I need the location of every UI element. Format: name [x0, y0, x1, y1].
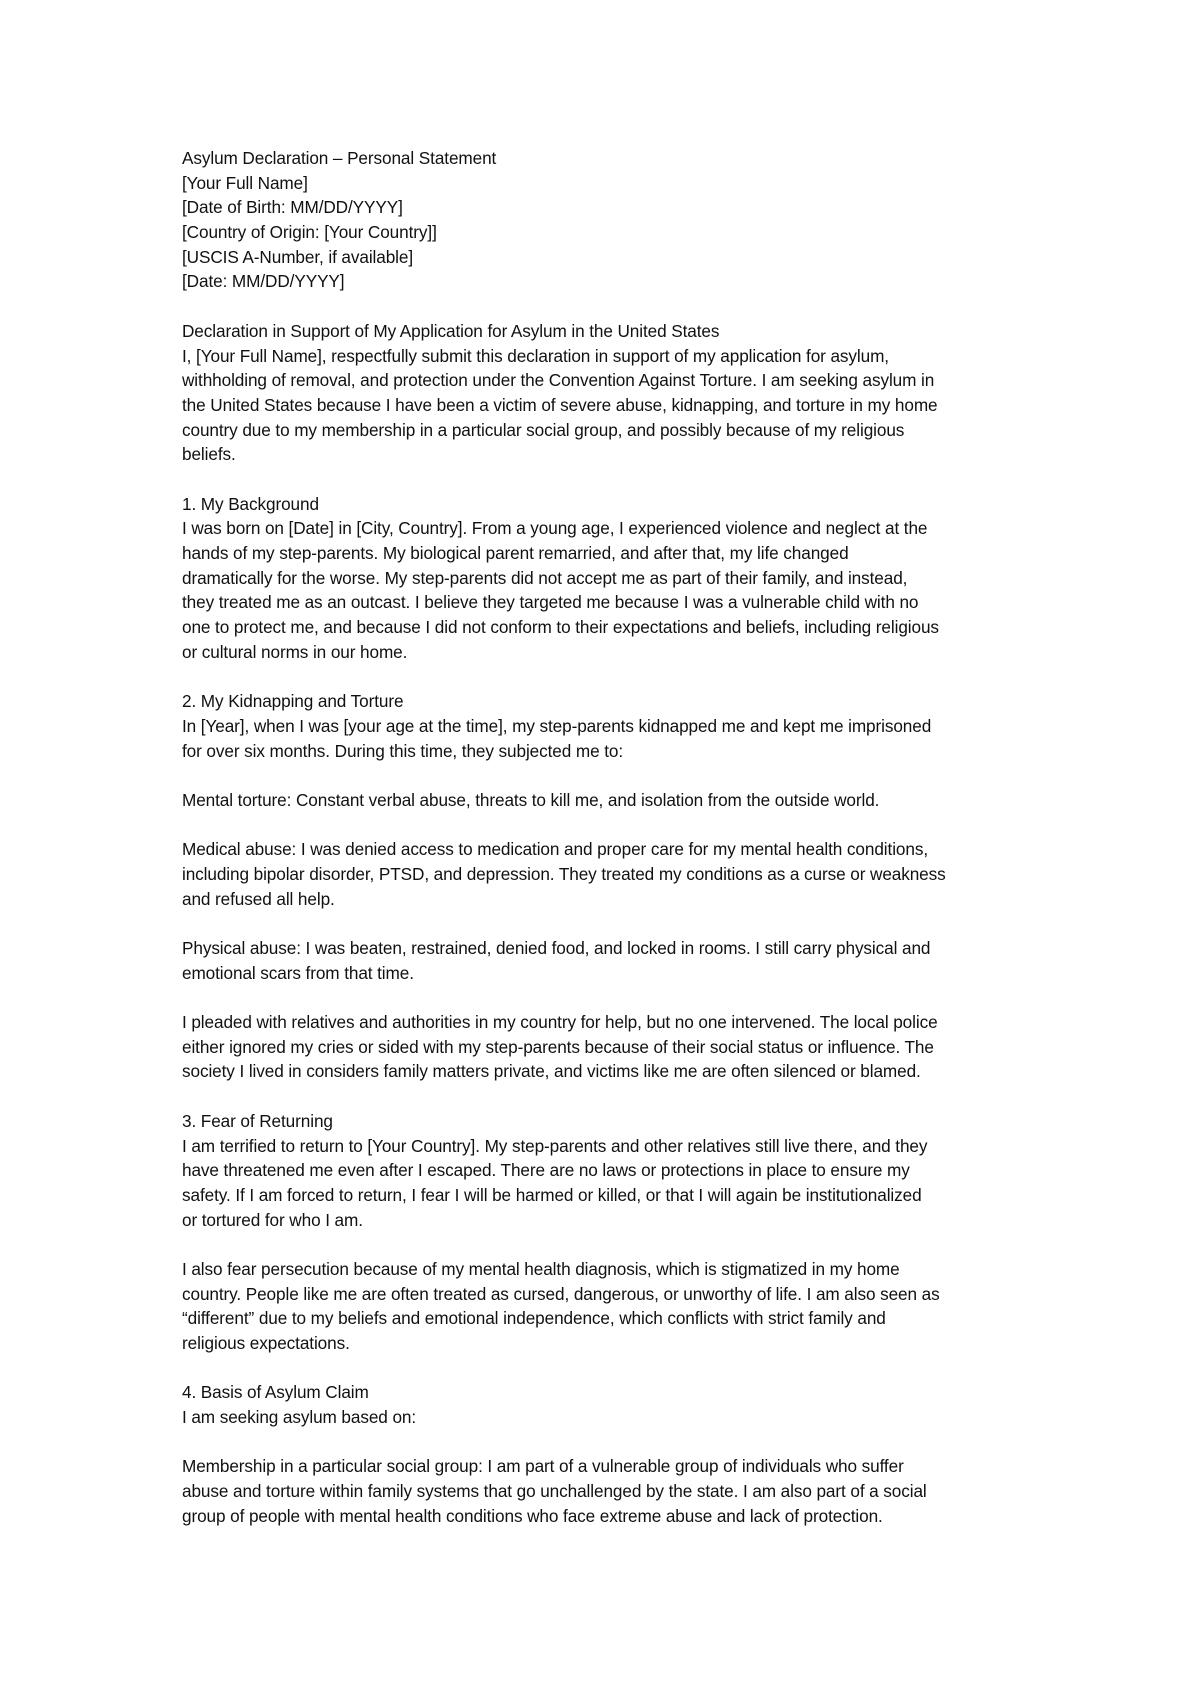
spacer: [182, 1430, 1062, 1455]
paragraph-line: emotional scars from that time.: [182, 962, 414, 983]
spacer: [182, 294, 1062, 319]
date-field: [Date: MM/DD/YYYY]: [182, 271, 345, 292]
full-name-field: [Your Full Name]: [182, 172, 308, 193]
paragraph-line: Medical abuse: I was denied access to medication and proper care for my mental health conditions,: [182, 839, 929, 860]
paragraph-line: they treated me as an outcast. I believe they targeted me because I was a vulnerable child with no: [182, 592, 919, 613]
paragraph-line: for over six months. During this time, they subjected me to:: [182, 740, 624, 761]
paragraph-line: safety. If I am forced to return, I fear I will be harmed or killed, or that I will again be institutionalized: [182, 1184, 922, 1205]
kidnapping-paragraph: [182, 714, 1062, 763]
paragraph-line: In [Year], when I was [your age at the time], my step-parents kidnapped me and kept me imprisoned: [182, 715, 932, 736]
paragraph-line: I also fear persecution because of my mental health diagnosis, which is stigmatized in my home: [182, 1258, 900, 1279]
spacer: [182, 467, 1062, 492]
paragraph-line: religious expectations.: [182, 1333, 350, 1353]
mental-torture-paragraph: [182, 788, 1062, 813]
spacer: [182, 664, 1062, 689]
paragraph-line: I pleaded with relatives and authorities in my country for help, but no one intervened. The local police: [182, 1012, 938, 1033]
spacer: [182, 763, 1062, 788]
date-of-birth-field: [Date of Birth: MM/DD/YYYY]: [182, 197, 403, 218]
paragraph-line: hands of my step-parents. My biological parent remarried, and after that, my life changed: [182, 543, 849, 563]
pleaded-paragraph: [182, 1010, 1062, 1084]
spacer: [182, 1084, 1062, 1109]
spacer: [182, 985, 1062, 1010]
section-basis-of-claim: [182, 1380, 1062, 1528]
paragraph-line: country due to my membership in a particular social group, and possibly because of my religious: [182, 419, 905, 440]
section-heading: 3. Fear of Returning: [182, 1110, 333, 1131]
paragraph-line: or tortured for who I am.: [182, 1209, 363, 1230]
medical-abuse-paragraph: [182, 837, 1062, 911]
paragraph-line: including bipolar disorder, PTSD, and depression. They treated my conditions as a curse or weakness: [182, 863, 946, 884]
paragraph-line: Physical abuse: I was beaten, restrained, denied food, and locked in rooms. I still carry physical and: [182, 938, 931, 958]
paragraph-line: I was born on [Date] in [City, Country]. From a young age, I experienced violence and neglect at the: [182, 518, 928, 539]
background-paragraph: [182, 516, 1062, 664]
paragraph-line: country. People like me are often treated as cursed, dangerous, or unworthy of life. I am also seen as: [182, 1283, 940, 1304]
section-background: [182, 492, 1062, 665]
paragraph-line: Mental torture: Constant verbal abuse, threats to kill me, and isolation from the outside world.: [182, 789, 880, 810]
section-heading: 2. My Kidnapping and Torture: [182, 691, 404, 712]
spacer: [182, 1232, 1062, 1257]
spacer: [182, 1356, 1062, 1381]
header-block: [182, 146, 1062, 294]
paragraph-line: either ignored my cries or sided with my step-parents because of their social status or influence. The: [182, 1036, 934, 1057]
fear-paragraph: [182, 1134, 1062, 1233]
spacer: [182, 911, 1062, 936]
paragraph-line: I am terrified to return to [Your Country]. My step-parents and other relatives still live there, and they: [182, 1135, 928, 1156]
paragraph-line: Membership in a particular social group: I am part of a vulnerable group of individuals who suffer: [182, 1456, 904, 1477]
paragraph-line: society I lived in considers family matters private, and victims like me are often silenced or blamed.: [182, 1061, 921, 1082]
section-fear-of-returning: [182, 1109, 1062, 1356]
paragraph-line: have threatened me even after I escaped. There are no laws or protections in place to ensure my: [182, 1160, 910, 1181]
physical-abuse-paragraph: [182, 936, 1062, 985]
paragraph-line: one to protect me, and because I did not conform to their expectations and beliefs, including religious: [182, 617, 939, 638]
document-title: Asylum Declaration – Personal Statement: [182, 148, 497, 168]
section-kidnapping: [182, 689, 1062, 1084]
paragraph-line: abuse and torture within family systems that go unchallenged by the state. I am also part of a social: [182, 1481, 927, 1502]
document-body: [182, 146, 1062, 1529]
paragraph-line: “different” due to my beliefs and emotional independence, which conflicts with strict family and: [182, 1308, 886, 1329]
paragraph-line: and refused all help.: [182, 888, 335, 909]
paragraph-line: group of people with mental health conditions who face extreme abuse and lack of protection.: [182, 1505, 883, 1526]
paragraph-line: withholding of removal, and protection under the Convention Against Torture. I am seeking asylum in: [182, 370, 935, 391]
country-of-origin-field: [Country of Origin: [Your Country]]: [182, 222, 437, 243]
paragraph-line: or cultural norms in our home.: [182, 641, 408, 662]
paragraph-line: I am seeking asylum based on:: [182, 1407, 417, 1428]
paragraph-line: dramatically for the worse. My step-parents did not accept me as part of their family, and instead,: [182, 567, 908, 588]
section-heading: 1. My Background: [182, 493, 319, 514]
membership-paragraph: [182, 1454, 1062, 1528]
persecution-paragraph: [182, 1257, 1062, 1356]
intro-paragraph: [182, 344, 1062, 467]
a-number-field: [USCIS A-Number, if available]: [182, 246, 414, 267]
intro-section: [182, 319, 1062, 467]
paragraph-line: beliefs.: [182, 444, 236, 465]
paragraph-line: I, [Your Full Name], respectfully submit this declaration in support of my application for asylum,: [182, 345, 889, 366]
basis-paragraph: [182, 1405, 1062, 1430]
intro-heading: Declaration in Support of My Application for Asylum in the United States: [182, 320, 720, 341]
paragraph-line: the United States because I have been a victim of severe abuse, kidnapping, and torture in my home: [182, 394, 938, 415]
spacer: [182, 813, 1062, 838]
section-heading: 4. Basis of Asylum Claim: [182, 1382, 369, 1403]
